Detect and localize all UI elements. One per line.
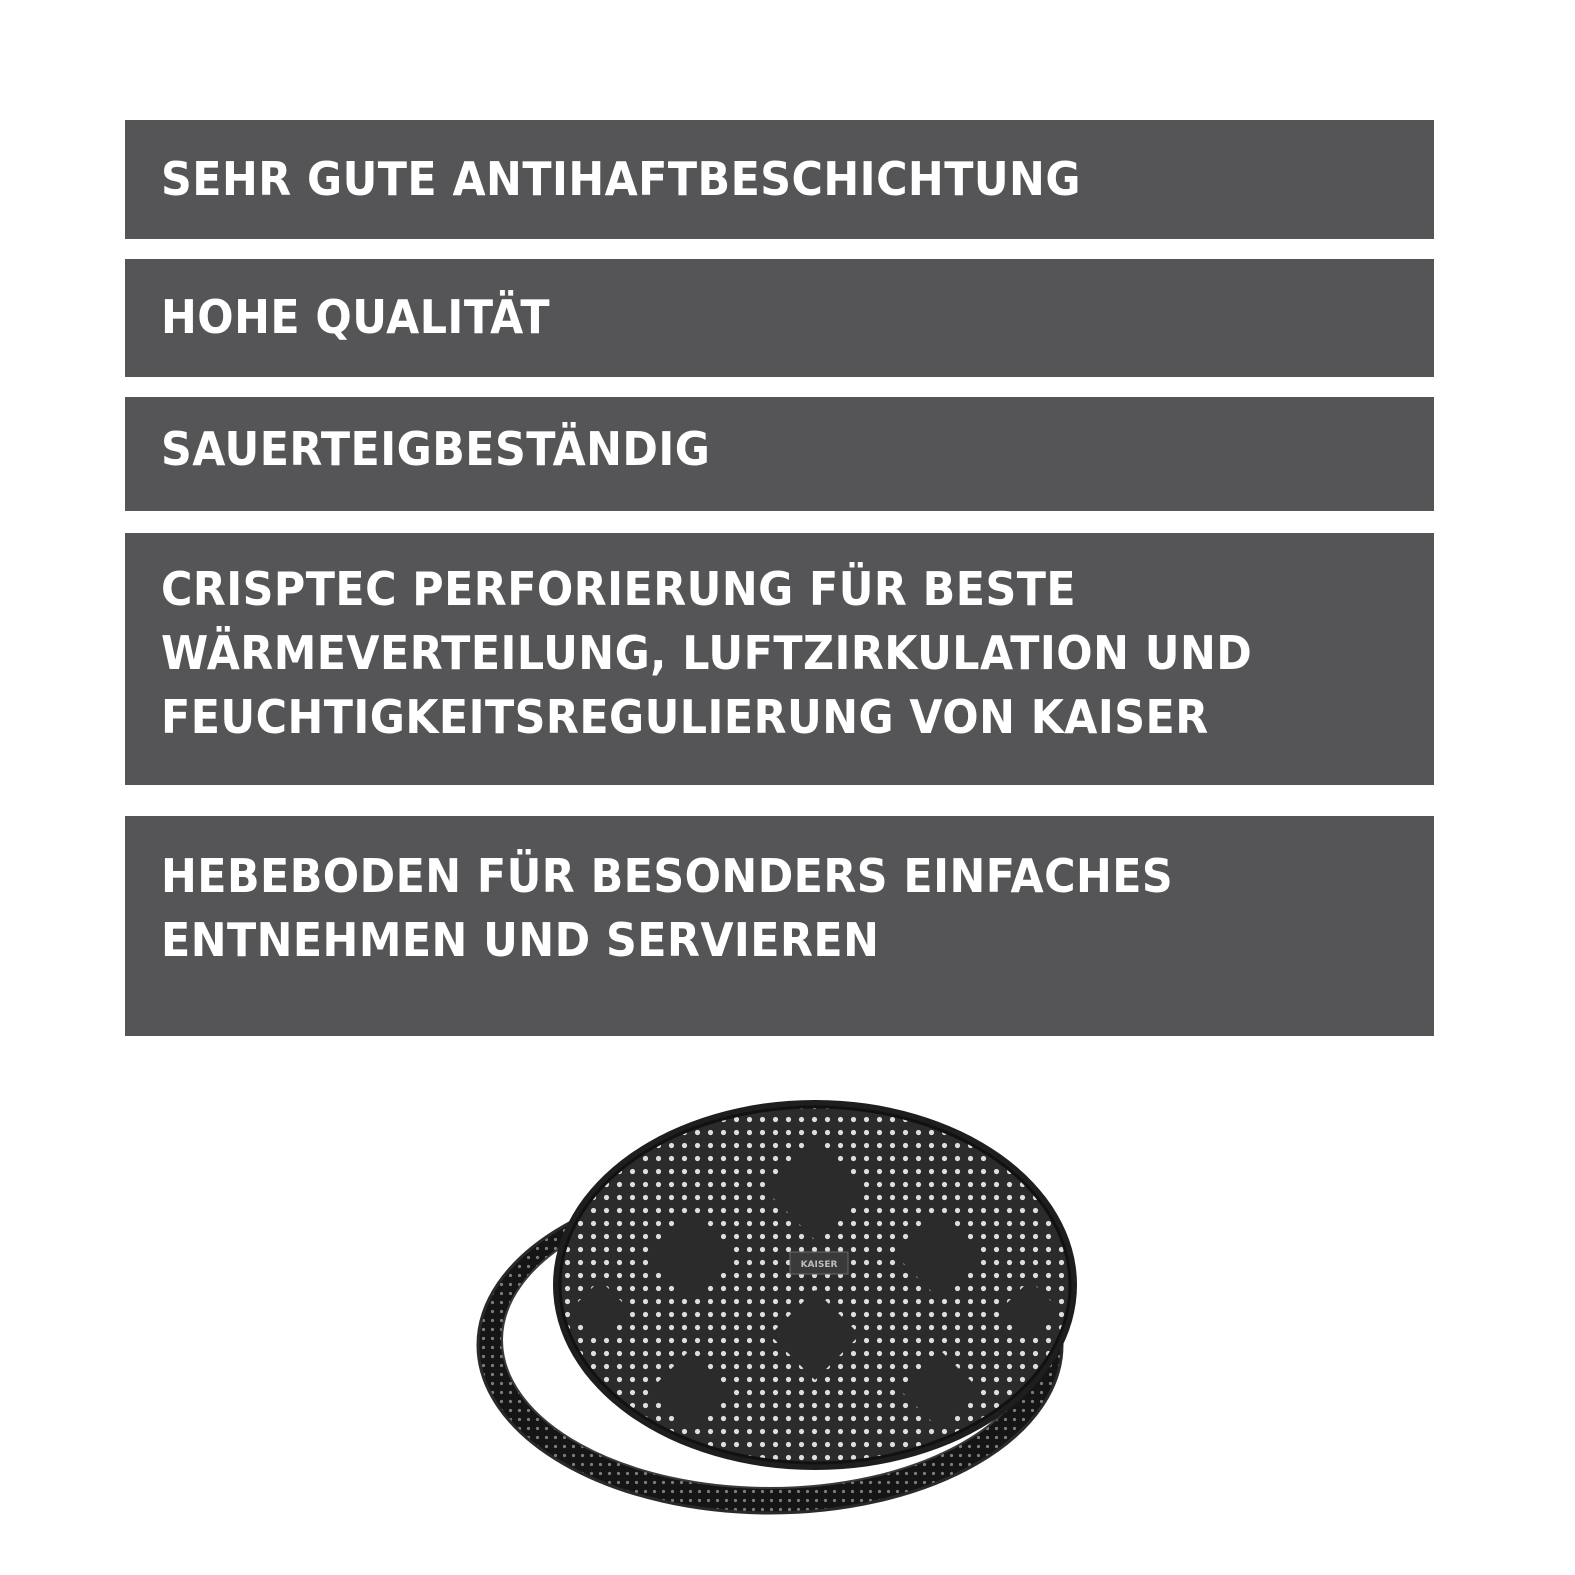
- feature-box-lift-base: [125, 816, 1434, 1036]
- feature-text: SAUERTEIGBESTÄNDIG: [161, 422, 711, 476]
- feature-box-nonstick: [125, 120, 1434, 239]
- feature-text: HEBEBODEN FÜR BESONDERS EINFACHES ENTNEHMEN UND SERVIEREN: [161, 849, 1174, 967]
- feature-box-quality: [125, 259, 1434, 377]
- feature-box-sourdough: [125, 397, 1434, 511]
- feature-box-crisptec: [125, 533, 1434, 785]
- kaiser-logo: [790, 1252, 848, 1274]
- svg-text:KAISER: KAISER: [800, 1260, 838, 1270]
- feature-text: HOHE QUALITÄT: [161, 290, 551, 344]
- tart-pan-image: [470, 1100, 1110, 1520]
- feature-text: SEHR GUTE ANTIHAFTBESCHICHTUNG: [161, 152, 1081, 206]
- feature-text: CRISPTEC PERFORIERUNG FÜR BESTE WÄRMEVERTEILUNG, LUFTZIRKULATION UND FEUCHTIGKEITSREGULIERUNG VON KAISER: [161, 562, 1253, 744]
